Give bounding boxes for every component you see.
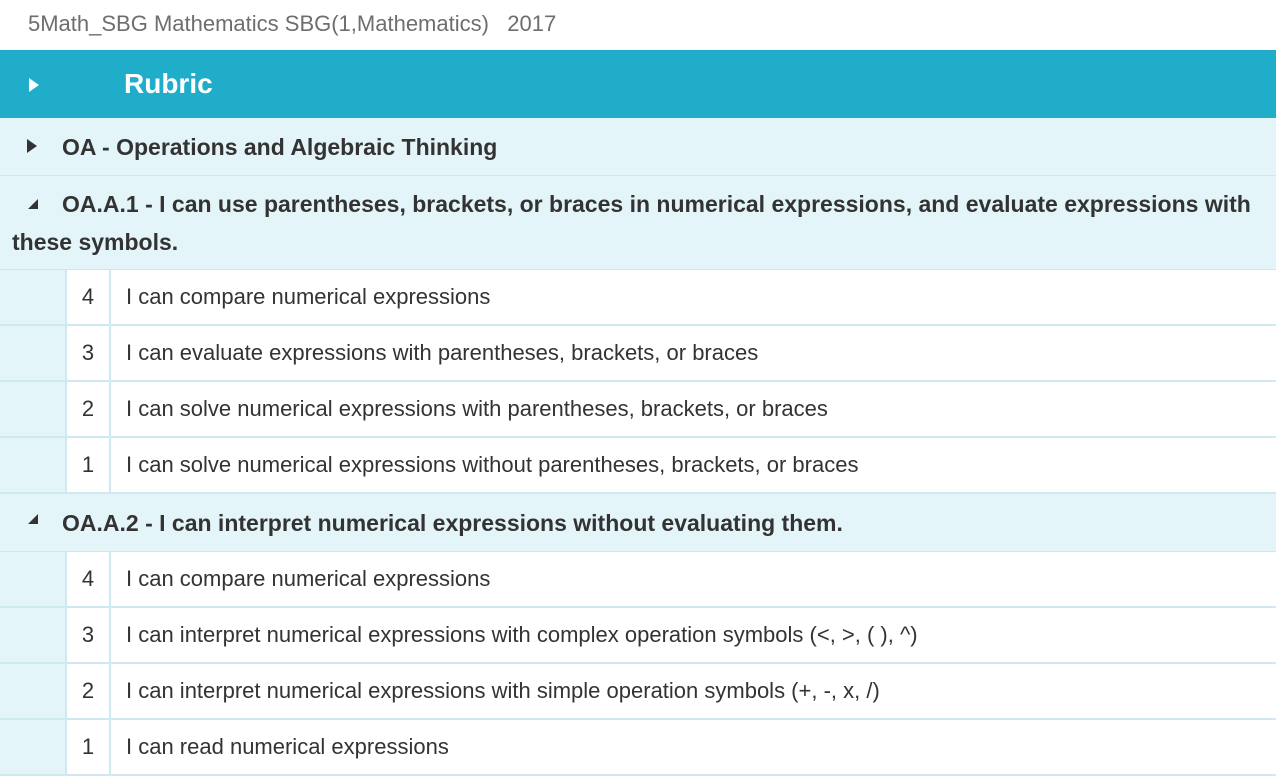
course-name: 5Math_SBG Mathematics SBG(1,Mathematics) xyxy=(28,11,489,36)
rubric-level-row xyxy=(0,664,1276,720)
rubric-header[interactable] xyxy=(0,50,1276,118)
level-score: 2 xyxy=(67,382,111,436)
rubric-level-row xyxy=(0,608,1276,664)
level-description: I can read numerical expressions xyxy=(111,720,1276,774)
level-score: 4 xyxy=(67,270,111,324)
row-indent xyxy=(0,326,67,380)
level-score: 3 xyxy=(67,608,111,662)
level-description: I can solve numerical expressions without parentheses, brackets, or braces xyxy=(111,438,1276,492)
rubric-level-row xyxy=(0,552,1276,608)
level-score: 4 xyxy=(67,552,111,606)
rubric-level-row xyxy=(0,270,1276,326)
triangle-right-icon[interactable] xyxy=(29,78,39,92)
level-score: 3 xyxy=(67,326,111,380)
row-indent xyxy=(0,720,67,774)
level-description: I can evaluate expressions with parentheses, brackets, or braces xyxy=(111,326,1276,380)
row-indent xyxy=(0,552,67,606)
course-year: 2017 xyxy=(507,11,557,36)
level-score: 1 xyxy=(67,438,111,492)
standard-row-oa-a-1[interactable] xyxy=(0,176,1276,270)
level-description: I can solve numerical expressions with parentheses, brackets, or braces xyxy=(111,382,1276,436)
row-indent xyxy=(0,382,67,436)
rubric-level-row xyxy=(0,382,1276,438)
row-indent xyxy=(0,270,67,324)
level-score: 2 xyxy=(67,664,111,718)
row-indent xyxy=(0,608,67,662)
level-description: I can interpret numerical expressions with complex operation symbols (<, >, ( ), ^) xyxy=(111,608,1276,662)
rubric-level-row xyxy=(0,326,1276,382)
domain-row-oa[interactable] xyxy=(0,118,1276,176)
level-score: 1 xyxy=(67,720,111,774)
rubric-level-row xyxy=(0,438,1276,494)
rubric-level-row xyxy=(0,720,1276,776)
rubric-title: Rubric xyxy=(124,68,213,99)
course-header xyxy=(0,0,1276,50)
standard-row-oa-a-2[interactable] xyxy=(0,494,1276,552)
level-description: I can interpret numerical expressions with simple operation symbols (+, -, x, /) xyxy=(111,664,1276,718)
triangle-right-icon[interactable] xyxy=(27,139,37,153)
standard-label: OA.A.2 - I can interpret numerical expressions without evaluating them. xyxy=(62,510,843,536)
standard-label: OA.A.1 - I can use parentheses, brackets, or braces in numerical expressions, and evaluate expressions with these symbols. xyxy=(12,191,1251,255)
row-indent xyxy=(0,664,67,718)
level-description: I can compare numerical expressions xyxy=(111,552,1276,606)
row-indent xyxy=(0,438,67,492)
domain-label: OA - Operations and Algebraic Thinking xyxy=(62,134,498,160)
level-description: I can compare numerical expressions xyxy=(111,270,1276,324)
